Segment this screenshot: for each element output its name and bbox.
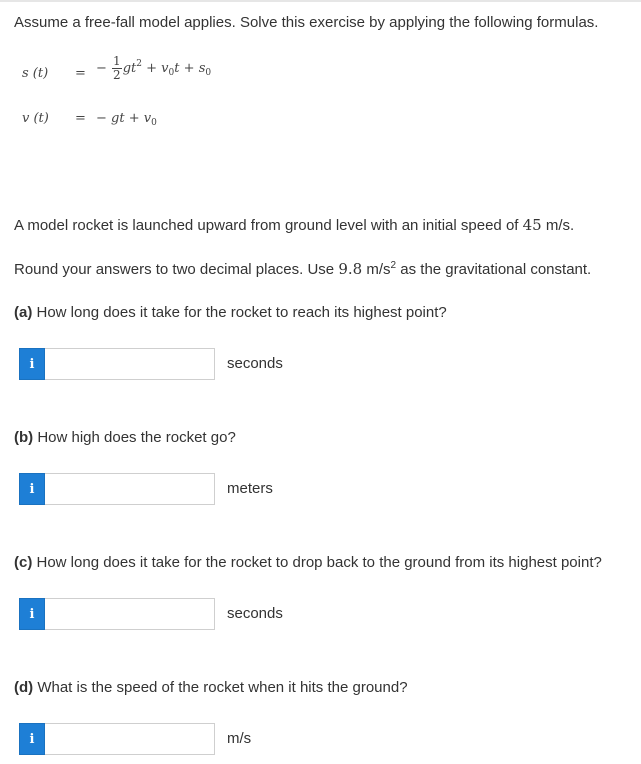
- answer-row-a: [19, 348, 349, 380]
- rounding-instructions: Round your answers to two decimal places. Use 9.8 $m/s^2$ as the gravitational constant.: [14, 260, 592, 278]
- equation-v-rhs: − gt + $v_0$: [96, 111, 157, 128]
- question-b: (b) How high does the rocket go?: [14, 429, 236, 446]
- equation-s-rhs: − $\frac{1}{2}$ $gt^2 + v_0t + s_0$: [96, 54, 212, 82]
- answer-input-a[interactable]: [45, 348, 215, 380]
- equation-s-lhs: s (t): [22, 66, 49, 81]
- info-icon[interactable]: i: [19, 473, 45, 505]
- unit-label-a: seconds: [227, 355, 283, 372]
- equation-s-equals: =: [75, 66, 86, 81]
- unit-label-d: m/s: [227, 730, 252, 747]
- answer-input-d[interactable]: [45, 723, 215, 755]
- unit-label-b: meters: [227, 480, 273, 497]
- fraction-one-half: $\frac{1}{2}$: [113, 54, 121, 82]
- info-icon[interactable]: i: [19, 598, 45, 630]
- equation-v-equals: =: [75, 111, 86, 126]
- launch-speed-value: 45: [522, 216, 542, 234]
- answer-row-b: [19, 473, 349, 505]
- answer-input-c[interactable]: [45, 598, 215, 630]
- answer-row-d: [19, 723, 349, 755]
- question-d: (d) What is the speed of the rocket when it hits the ground?: [14, 679, 408, 696]
- instructions-text: Assume a free-fall model applies. Solve this exercise by applying the following formulas.: [14, 14, 599, 31]
- info-icon[interactable]: i: [19, 348, 45, 380]
- equation-v-lhs: v (t): [22, 111, 49, 126]
- info-icon[interactable]: i: [19, 723, 45, 755]
- question-a: (a) How long does it take for the rocket to reach its highest point?: [14, 304, 447, 321]
- answer-input-b[interactable]: [45, 473, 215, 505]
- unit-label-c: seconds: [227, 605, 283, 622]
- question-c: (c) How long does it take for the rocket to drop back to the ground from its highest point?: [14, 554, 602, 571]
- problem-statement: A model rocket is launched upward from ground level with an initial speed of 45 m/s.: [14, 216, 575, 234]
- top-divider: [0, 0, 641, 2]
- gravity-value: 9.8: [338, 260, 363, 278]
- answer-row-c: [19, 598, 349, 630]
